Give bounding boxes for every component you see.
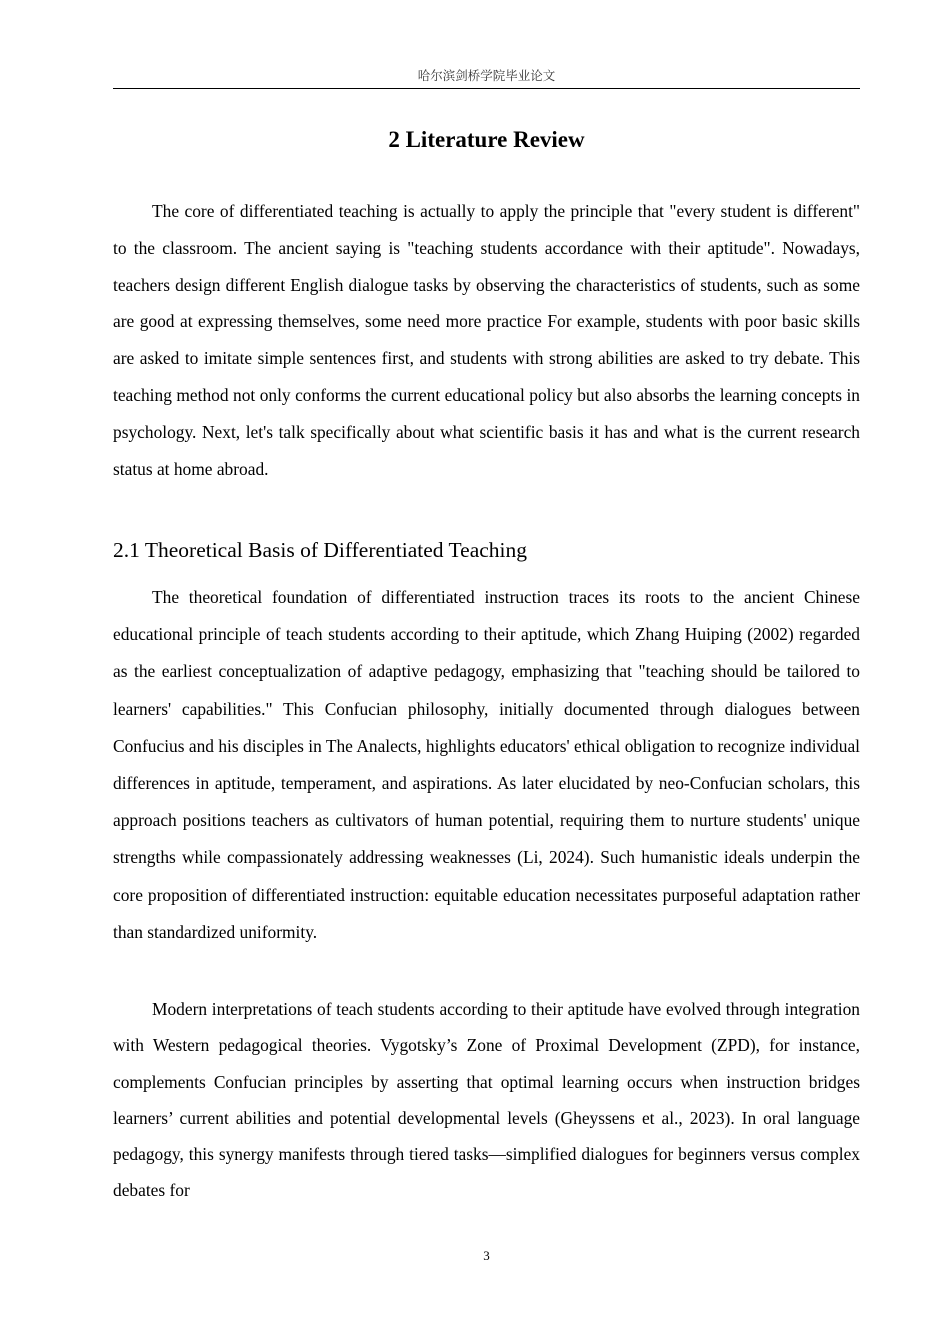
- body-paragraph-1: The theoretical foundation of differentiated instruction traces its roots to the ancient Chinese educational principle of teach students according to their aptitude, which Zhang Huiping (2002) regarded as the earliest conceptualization of adaptive pedagogy, emphasizing that "teaching should be tailored to learners' capabilities." This Confucian philosophy, initially documented through dialogues between Confucius and his disciples in The Analects, highlights educators' ethical obligation to recognize individual differences in aptitude, temperament, and aspirations. As later elucidated by neo-Confucian scholars, this approach positions teachers as cultivators of human potential, requiring them to nurture students' unique strengths while compassionately addressing weaknesses (Li, 2024). Such humanistic ideals underpin the core proposition of differentiated instruction: equitable education necessitates purposeful adaptation rather than standardized uniformity.: [113, 587, 860, 942]
- header-divider: [113, 88, 860, 89]
- intro-paragraph: The core of differentiated teaching is actually to apply the principle that "every student is different" to the classroom. The ancient saying is "teaching students accordance with their aptitude". Nowadays, teachers design different English dialogue tasks by observing the characteristics of students, such as some are good at expressing themselves, some need more practice For example, students with poor basic skills are asked to imitate simple sentences first, and students with strong abilities are asked to try debate. This teaching method not only conforms the current educational policy but also absorbs the learning concepts in psychology. Next, let's talk specifically about what scientific basis it has and what is the current research status at home abroad.: [113, 201, 860, 479]
- section-title: 2.1 Theoretical Basis of Differentiated Teaching: [113, 538, 528, 562]
- chapter-title: 2 Literature Review: [388, 127, 585, 152]
- page-number: 3: [483, 1248, 490, 1263]
- body-paragraph-2: Modern interpretations of teach students according to their aptitude have evolved through integration with Western pedagogical theories. Vygotsky’s Zone of Proximal Development (ZPD), for instance, complements Confucian principles by asserting that optimal learning occurs when instruction bridges learners’ current abilities and potential developmental levels (Gheyssens et al., 2023). In oral language pedagogy, this synergy manifests through tiered tasks—simplified dialogues for beginners versus complex debates for: [113, 999, 860, 1201]
- page-header: 哈尔滨剑桥学院毕业论文: [417, 68, 556, 83]
